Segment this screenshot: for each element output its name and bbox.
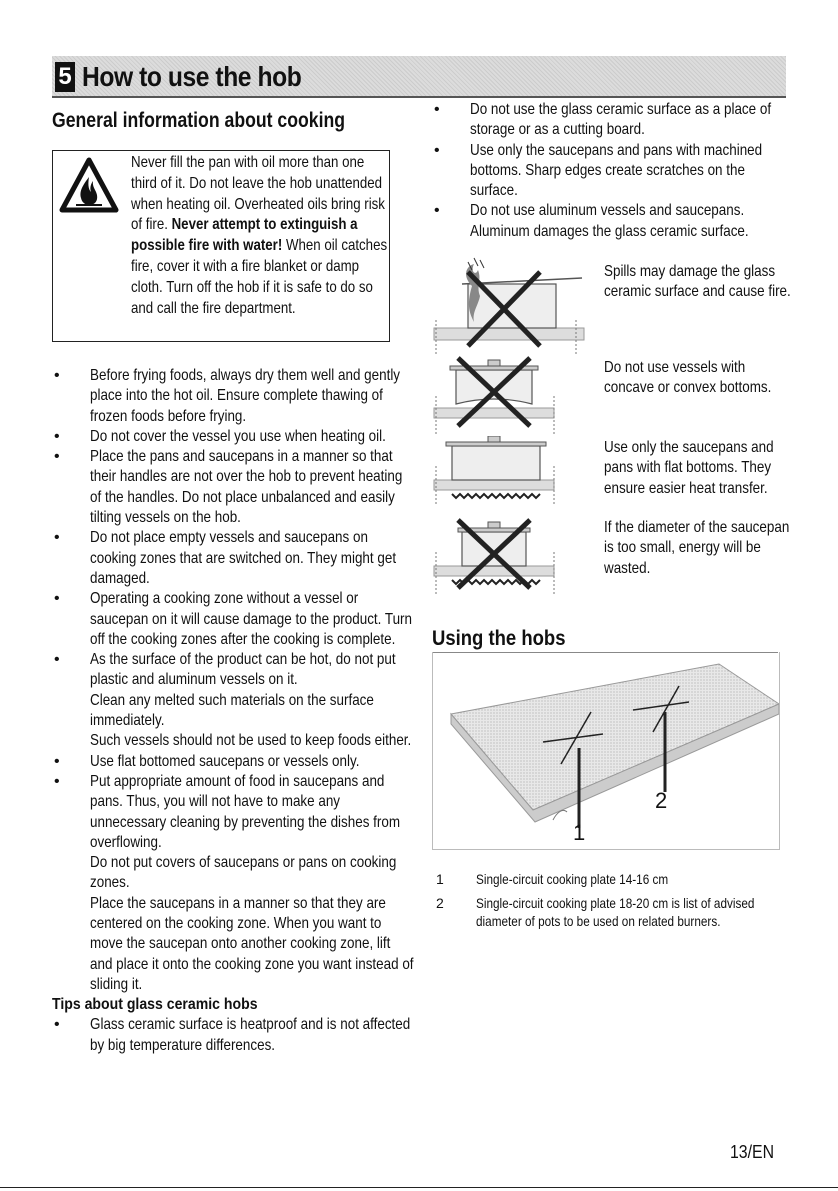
chapter-title: How to use the hob bbox=[82, 61, 302, 92]
concave-pot-illustration bbox=[432, 356, 592, 436]
legend-row: 2 Single-circuit cooking plate 18-20 cm is list of advised diameter of pots to be used on related burners. bbox=[436, 895, 755, 929]
list-item: • Put appropriate amount of food in saucepans and pans. Thus, you will not have to make any unnecessary cleaning by preventing the dishes from overflowing. Do not put covers of saucepans or pans on cooking zones. Place the saucepans in a manner so that they are centered on the cooking zone. When you want to move the saucepan onto another cooking zone, lift and place it onto the cooking zone you want instead of sliding it. bbox=[54, 772, 414, 993]
flat-caption-1: Use only the saucepans and pans with flat bottoms. They ensure easier heat transfer. bbox=[604, 439, 774, 497]
hob-diagram bbox=[433, 652, 779, 848]
concave-illustration-row bbox=[432, 356, 786, 436]
list-item: • Do not use the glass ceramic surface as a place of storage or as a cutting board. bbox=[434, 101, 772, 139]
list-item: • Use only the saucepans and pans with machined bottoms. Sharp edges create scratches on the surface. bbox=[434, 141, 763, 200]
fire-warning-box bbox=[52, 150, 390, 342]
hob-legend bbox=[432, 870, 786, 936]
chapter-number: 5 bbox=[55, 62, 75, 92]
surface-bullet-list bbox=[432, 100, 786, 242]
chapter-banner bbox=[52, 56, 786, 98]
list-item: • Operating a cooking zone without a vessel or saucepan on it will cause damage to the product. Turn off the cooking zones after the cooking is complete. bbox=[54, 590, 413, 648]
list-item: • Before frying foods, always dry them well and gently place into the hot oil. Ensure complete thawing of frozen foods before frying. bbox=[54, 367, 401, 425]
spill-pot-illustration bbox=[432, 256, 592, 356]
list-item: • Do not use aluminum vessels and saucepans. Aluminum damages the glass ceramic surface. bbox=[434, 202, 749, 240]
small-pot-illustration-row bbox=[432, 516, 790, 600]
spill-illustration-row bbox=[432, 256, 791, 356]
list-item: • Place the pans and saucepans in a manner so that their handles are not over the hob to prevent heating of the handles. Do not place unbalanced and easily tilting vessels on the hob. bbox=[54, 448, 403, 527]
list-item: • Glass ceramic surface is heatproof and is not affected by big temperature differences. bbox=[54, 1016, 411, 1054]
fire-warning-emphasis: Never attempt to extinguish a possible fire with water! bbox=[131, 216, 358, 255]
using-hobs-heading: Using the hobs bbox=[432, 627, 566, 650]
list-item: • Use flat bottomed saucepans or vessels only. bbox=[54, 752, 360, 770]
flat-pot-illustration-row bbox=[432, 436, 786, 516]
list-item: • Do not cover the vessel you use when heating oil. bbox=[54, 427, 386, 445]
hob-label-1: 1 bbox=[573, 820, 586, 845]
hob-diagram-box bbox=[432, 652, 780, 850]
bottom-rule bbox=[0, 1187, 838, 1188]
list-item: • Do not place empty vessels and saucepans on cooking zones that are switched on. They might get damaged. bbox=[54, 529, 397, 587]
cooking-bullet-list bbox=[52, 366, 412, 995]
flat-pot-illustration bbox=[432, 436, 592, 516]
spill-caption: Spills may damage the glass ceramic surface and cause fire. bbox=[604, 263, 791, 301]
legend-row: 1 Single-circuit cooking plate 14-16 cm bbox=[436, 871, 669, 887]
general-info-heading: General information about cooking bbox=[52, 109, 346, 132]
list-item: • As the surface of the product can be hot, do not put plastic and aluminum vessels on it. Clean any melted such materials on the surface immediately. Such vessels should not be used to keep foods either. bbox=[54, 651, 412, 750]
fire-warning-icon bbox=[59, 157, 119, 213]
left-column bbox=[52, 108, 412, 1056]
fire-warning-text: Never fill the pan with oil more than one third of it. Do not leave the hob unattended when heating oil. Overheated oils bring risk of fire. Never attempt to extinguish a possible fire with water! When oil catches fire, cover it with a fire blanket or damp cloth. Turn off the hob if it is safe to do so and call the fire department. bbox=[131, 154, 388, 317]
page-number: 13/EN bbox=[730, 1142, 775, 1162]
hob-label-2: 2 bbox=[655, 788, 668, 813]
small-pot-caption: If the diameter of the saucepan is too small, energy will be wasted. bbox=[604, 519, 790, 577]
tips-bullet-list bbox=[52, 1015, 412, 1056]
right-column bbox=[432, 100, 791, 929]
concave-caption: Do not use vessels with concave or convex bottoms. bbox=[604, 359, 772, 397]
small-pot-illustration bbox=[432, 516, 592, 600]
tips-heading: Tips about glass ceramic hobs bbox=[52, 996, 258, 1014]
